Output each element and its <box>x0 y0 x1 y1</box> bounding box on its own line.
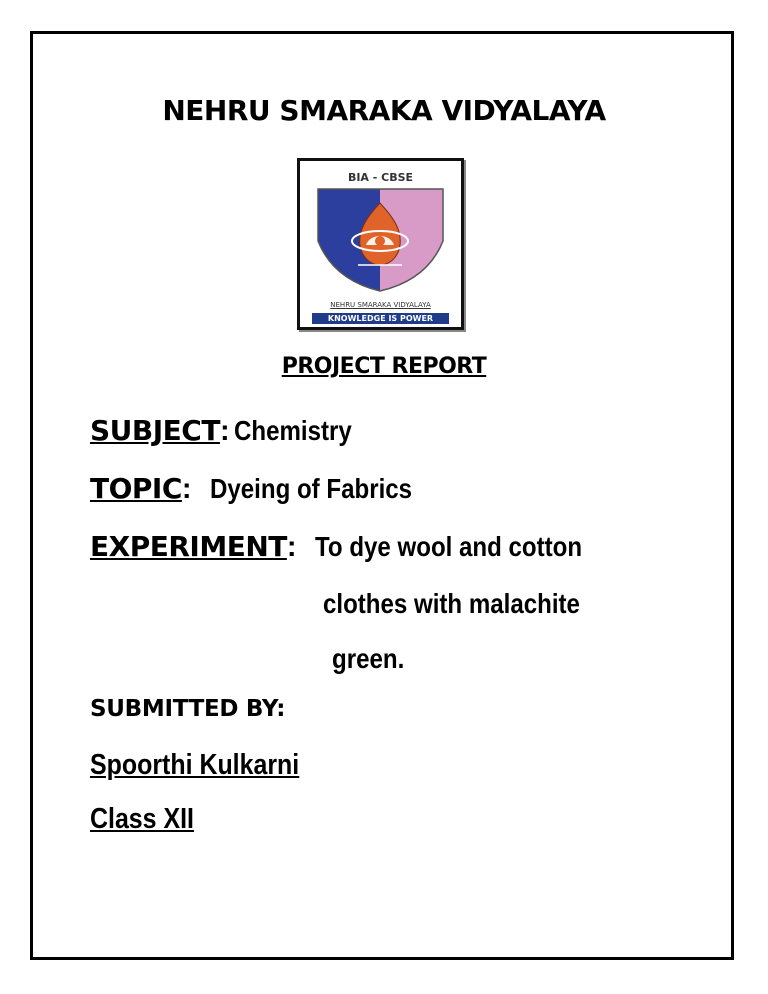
experiment-label: EXPERIMENT <box>90 530 287 563</box>
topic-row <box>90 472 445 506</box>
student-name: Spoorthi Kulkarni <box>90 749 300 781</box>
topic-value: Dyeing of Fabrics <box>210 473 413 504</box>
report-title: PROJECT REPORT <box>281 354 487 379</box>
topic-colon: : <box>181 473 192 505</box>
subject-row <box>90 414 371 448</box>
experiment-line-1: To dye wool and cotton <box>315 531 583 562</box>
experiment-line-2: clothes with malachite <box>323 588 580 619</box>
logo-board-text: BIA - CBSE <box>347 171 414 184</box>
student-class: Class XII <box>90 803 194 835</box>
experiment-row <box>90 530 626 564</box>
logo-school-text: NEHRU SMARAKA VIDYALAYA <box>330 301 431 309</box>
subject-value: Chemistry <box>234 415 352 446</box>
school-logo <box>297 158 464 330</box>
school-name: NEHRU SMARAKA VIDYALAYA <box>162 94 606 127</box>
subject-colon: : <box>219 415 230 447</box>
subject-label: SUBJECT <box>90 414 220 447</box>
logo-motto: KNOWLEDGE IS POWER <box>312 313 449 324</box>
experiment-colon: : <box>286 531 297 563</box>
submitted-by-label: SUBMITTED BY: <box>90 696 286 722</box>
topic-label: TOPIC <box>90 472 182 505</box>
experiment-line-3: green. <box>332 643 405 674</box>
